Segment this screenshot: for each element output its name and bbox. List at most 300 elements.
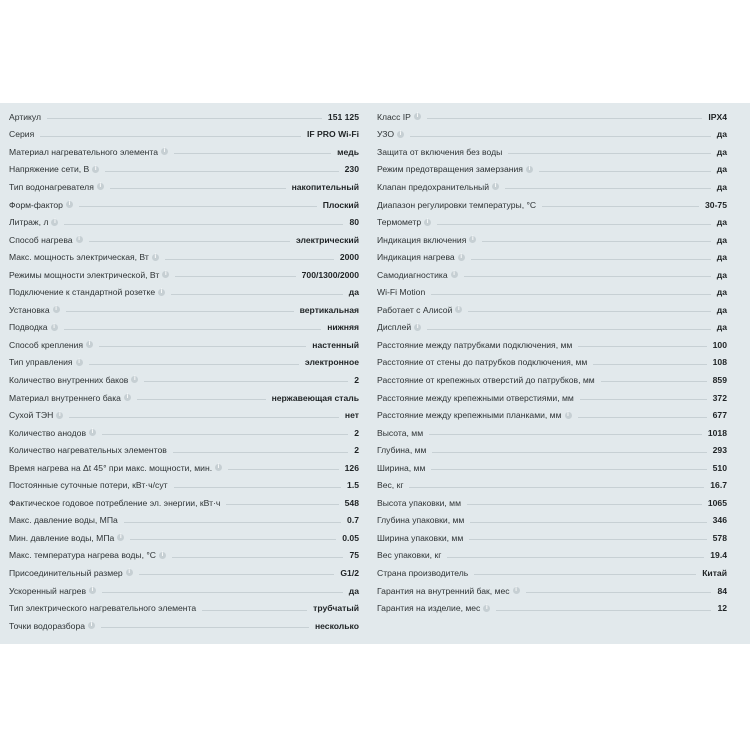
leader-line bbox=[139, 574, 335, 575]
spec-label-text: Макс. давление воды, МПа bbox=[9, 515, 118, 526]
leader-line bbox=[174, 153, 331, 154]
spec-row bbox=[9, 231, 359, 249]
spec-label-text: Количество нагревательных элементов bbox=[9, 445, 167, 456]
info-icon[interactable]: i bbox=[414, 113, 421, 120]
spec-row bbox=[9, 529, 359, 547]
spec-row bbox=[9, 301, 359, 319]
leader-line bbox=[526, 592, 712, 593]
spec-label-text: Клапан предохранительный bbox=[377, 181, 490, 192]
spec-row bbox=[9, 547, 359, 565]
spec-row bbox=[9, 617, 359, 635]
spec-row bbox=[377, 126, 727, 144]
spec-value: 2000 bbox=[339, 252, 359, 263]
spec-row bbox=[9, 213, 359, 231]
spec-row bbox=[9, 143, 359, 161]
info-icon[interactable]: i bbox=[76, 359, 83, 366]
spec-value: 859 bbox=[712, 374, 727, 385]
spec-row bbox=[377, 564, 727, 582]
spec-row bbox=[377, 248, 727, 266]
leader-line bbox=[593, 364, 706, 365]
leader-line bbox=[101, 627, 309, 628]
spec-row bbox=[377, 301, 727, 319]
spec-label-text: Тип электрического нагревательного элемента bbox=[9, 603, 197, 614]
spec-label-text: Количество внутренних баков bbox=[9, 374, 129, 385]
info-icon[interactable]: i bbox=[492, 183, 499, 190]
spec-value: 126 bbox=[344, 462, 359, 473]
spec-value: да bbox=[348, 585, 359, 596]
spec-label bbox=[9, 357, 83, 367]
spec-row bbox=[377, 266, 727, 284]
spec-label-text: Постоянные суточные потери, кВт·ч/сут bbox=[9, 480, 168, 491]
spec-label-text: Расстояние между крепежными отверстиями, мм bbox=[377, 392, 574, 403]
spec-value: 16.7 bbox=[710, 480, 727, 491]
spec-row bbox=[9, 441, 359, 459]
info-icon[interactable]: i bbox=[424, 219, 431, 226]
spec-label bbox=[9, 515, 118, 525]
spec-row bbox=[377, 512, 727, 530]
spec-value: да bbox=[716, 287, 727, 298]
leader-line bbox=[410, 136, 711, 137]
leader-line bbox=[471, 259, 711, 260]
spec-label bbox=[377, 550, 441, 560]
info-icon[interactable]: i bbox=[565, 412, 572, 419]
spec-label bbox=[377, 164, 533, 174]
leader-line bbox=[64, 329, 322, 330]
spec-label-text: Расстояние от стены до патрубков подключения, мм bbox=[377, 357, 588, 368]
info-icon[interactable]: i bbox=[126, 569, 133, 576]
info-icon[interactable]: i bbox=[66, 201, 73, 208]
leader-line bbox=[464, 276, 711, 277]
leader-line bbox=[578, 346, 706, 347]
spec-label-text: Присоединительный размер bbox=[9, 567, 123, 578]
leader-line bbox=[228, 469, 339, 470]
leader-line bbox=[409, 487, 704, 488]
spec-row bbox=[377, 143, 727, 161]
spec-label bbox=[9, 252, 159, 262]
leader-line bbox=[137, 399, 266, 400]
spec-label-text: Защита от включения без воды bbox=[377, 146, 503, 157]
spec-row bbox=[377, 424, 727, 442]
leader-line bbox=[226, 504, 338, 505]
spec-row bbox=[377, 354, 727, 372]
spec-label bbox=[377, 603, 490, 613]
spec-label-text: Дисплей bbox=[377, 322, 412, 333]
spec-label-text: Индикация включения bbox=[377, 234, 467, 245]
spec-row bbox=[9, 564, 359, 582]
spec-label-text: Подводка bbox=[9, 322, 48, 333]
info-icon[interactable]: i bbox=[451, 271, 458, 278]
leader-line bbox=[102, 434, 348, 435]
spec-label bbox=[377, 480, 403, 490]
info-icon[interactable]: i bbox=[56, 412, 63, 419]
spec-label-text: Высота, мм bbox=[377, 427, 424, 438]
spec-row bbox=[9, 108, 359, 126]
leader-line bbox=[508, 153, 710, 154]
spec-value: трубчатый bbox=[313, 603, 359, 614]
spec-value: 1018 bbox=[707, 427, 727, 438]
spec-row bbox=[377, 319, 727, 337]
leader-line bbox=[427, 329, 711, 330]
info-icon[interactable]: i bbox=[458, 254, 465, 261]
spec-value: 100 bbox=[712, 339, 727, 350]
spec-label bbox=[377, 568, 468, 578]
spec-value: электрический bbox=[295, 234, 359, 245]
spec-value: несколько bbox=[314, 620, 359, 631]
info-icon[interactable]: i bbox=[397, 131, 404, 138]
leader-line bbox=[202, 610, 307, 611]
spec-row bbox=[377, 196, 727, 214]
spec-row bbox=[9, 424, 359, 442]
spec-value: 677 bbox=[712, 410, 727, 421]
spec-label bbox=[377, 112, 421, 122]
leader-line bbox=[542, 206, 699, 207]
spec-value: 0.7 bbox=[347, 515, 359, 526]
spec-label-text: Материал нагревательного элемента bbox=[9, 146, 159, 157]
spec-value: вертикальная bbox=[299, 304, 359, 315]
spec-value: да bbox=[716, 217, 727, 228]
spec-row bbox=[9, 512, 359, 530]
spec-label-text: Класс IP bbox=[377, 111, 411, 122]
spec-label-text: Сухой ТЭН bbox=[9, 410, 54, 421]
spec-value: 84 bbox=[717, 585, 727, 596]
info-icon[interactable]: i bbox=[88, 622, 95, 629]
spec-row bbox=[9, 354, 359, 372]
info-icon[interactable]: i bbox=[89, 587, 96, 594]
spec-value: 19.4 bbox=[710, 550, 727, 561]
leader-line bbox=[470, 522, 706, 523]
spec-label-text: Установка bbox=[9, 304, 50, 315]
spec-label bbox=[377, 357, 587, 367]
spec-label-text: Артикул bbox=[9, 111, 42, 122]
spec-label bbox=[377, 217, 431, 227]
spec-label bbox=[9, 410, 63, 420]
spec-label bbox=[377, 270, 458, 280]
spec-row bbox=[377, 178, 727, 196]
spec-row bbox=[377, 283, 727, 301]
spec-row bbox=[9, 494, 359, 512]
spec-label-text: Расстояние от крепежных отверстий до патрубков, мм bbox=[377, 374, 595, 385]
spec-row bbox=[377, 529, 727, 547]
leader-line bbox=[578, 417, 707, 418]
leader-line bbox=[66, 311, 294, 312]
spec-row bbox=[377, 231, 727, 249]
spec-row bbox=[9, 161, 359, 179]
spec-row bbox=[377, 599, 727, 617]
spec-row bbox=[9, 389, 359, 407]
info-icon[interactable]: i bbox=[97, 183, 104, 190]
leader-line bbox=[437, 224, 711, 225]
spec-label bbox=[377, 322, 421, 332]
info-icon[interactable]: i bbox=[162, 271, 169, 278]
leader-line bbox=[99, 346, 306, 347]
spec-value: электронное bbox=[304, 357, 359, 368]
spec-label bbox=[9, 393, 131, 403]
spec-label bbox=[9, 463, 222, 473]
spec-label bbox=[9, 305, 60, 315]
spec-label-text: Вес, кг bbox=[377, 480, 404, 491]
spec-label bbox=[377, 393, 574, 403]
info-icon[interactable]: i bbox=[89, 429, 96, 436]
spec-label-text: Ширина, мм bbox=[377, 462, 426, 473]
spec-label bbox=[9, 270, 169, 280]
spec-label-text: Напряжение сети, В bbox=[9, 164, 90, 175]
spec-label-text: Глубина упаковки, мм bbox=[377, 515, 465, 526]
spec-label bbox=[377, 463, 425, 473]
spec-row bbox=[9, 196, 359, 214]
leader-line bbox=[174, 487, 341, 488]
spec-label bbox=[9, 375, 138, 385]
spec-label bbox=[9, 550, 166, 560]
spec-label bbox=[9, 287, 165, 297]
spec-label-text: Материал внутреннего бака bbox=[9, 392, 121, 403]
leader-line bbox=[467, 504, 702, 505]
info-icon[interactable]: i bbox=[469, 236, 476, 243]
info-icon[interactable]: i bbox=[455, 306, 462, 313]
spec-label-text: Форм-фактор bbox=[9, 199, 63, 210]
leader-line bbox=[468, 311, 710, 312]
spec-value: да bbox=[716, 252, 727, 263]
spec-label-text: Самодиагностика bbox=[377, 269, 448, 280]
spec-value: да bbox=[716, 234, 727, 245]
spec-row bbox=[9, 582, 359, 600]
spec-value: да bbox=[716, 304, 727, 315]
spec-value: 75 bbox=[349, 550, 359, 561]
spec-label bbox=[9, 340, 93, 350]
leader-line bbox=[47, 118, 322, 119]
spec-row bbox=[9, 371, 359, 389]
spec-row bbox=[377, 441, 727, 459]
spec-value: накопительный bbox=[291, 181, 359, 192]
spec-value: 30-75 bbox=[705, 199, 727, 210]
info-icon[interactable]: i bbox=[76, 236, 83, 243]
spec-value: 2 bbox=[354, 374, 359, 385]
spec-label-text: Способ крепления bbox=[9, 339, 84, 350]
spec-value: 108 bbox=[712, 357, 727, 368]
leader-line bbox=[130, 539, 336, 540]
info-icon[interactable]: i bbox=[51, 219, 58, 226]
spec-label-text: Индикация нагрева bbox=[377, 252, 455, 263]
spec-label-text: Количество анодов bbox=[9, 427, 87, 438]
specifications-panel bbox=[0, 103, 750, 644]
info-icon[interactable]: i bbox=[526, 166, 533, 173]
leader-line bbox=[496, 610, 711, 611]
spec-label-text: Точки водоразбора bbox=[9, 620, 86, 631]
spec-label-text: Высота упаковки, мм bbox=[377, 497, 461, 508]
spec-label bbox=[377, 287, 425, 297]
spec-value: нержавеющая сталь bbox=[271, 392, 359, 403]
leader-line bbox=[447, 557, 704, 558]
spec-column-right bbox=[377, 108, 727, 617]
spec-label bbox=[9, 480, 168, 490]
spec-label-text: Макс. температура нагрева воды, °С bbox=[9, 550, 156, 561]
info-icon[interactable]: i bbox=[86, 341, 93, 348]
info-icon[interactable]: i bbox=[53, 306, 60, 313]
info-icon[interactable]: i bbox=[92, 166, 99, 173]
spec-label-text: Расстояние между патрубками подключения, мм bbox=[377, 339, 573, 350]
spec-row bbox=[377, 476, 727, 494]
spec-label bbox=[377, 533, 463, 543]
info-icon[interactable]: i bbox=[483, 605, 490, 612]
spec-label-text: Расстояние между крепежными планками, мм bbox=[377, 410, 562, 421]
spec-label-text: Способ нагрева bbox=[9, 234, 73, 245]
leader-line bbox=[69, 417, 339, 418]
spec-value: 700/1300/2000 bbox=[301, 269, 359, 280]
spec-value: да bbox=[716, 181, 727, 192]
spec-label bbox=[9, 129, 34, 139]
spec-row bbox=[377, 494, 727, 512]
spec-row bbox=[377, 108, 727, 126]
spec-label bbox=[377, 129, 404, 139]
info-icon[interactable]: i bbox=[161, 148, 168, 155]
spec-label bbox=[377, 498, 461, 508]
spec-label bbox=[9, 533, 124, 543]
spec-label bbox=[9, 112, 41, 122]
info-icon[interactable]: i bbox=[131, 376, 138, 383]
spec-row bbox=[9, 126, 359, 144]
spec-value: нет bbox=[344, 410, 359, 421]
spec-value: 1.5 bbox=[347, 480, 359, 491]
leader-line bbox=[124, 522, 341, 523]
leader-line bbox=[601, 381, 707, 382]
spec-value: 0.05 bbox=[342, 532, 359, 543]
leader-line bbox=[171, 294, 343, 295]
spec-label bbox=[9, 322, 58, 332]
spec-label-text: Режимы мощности электрической, Вт bbox=[9, 269, 160, 280]
spec-value: да bbox=[348, 287, 359, 298]
spec-label bbox=[377, 340, 572, 350]
spec-label-text: Тип управления bbox=[9, 357, 73, 368]
spec-label-text: Термометр bbox=[377, 217, 422, 228]
info-icon[interactable]: i bbox=[159, 552, 166, 559]
spec-row bbox=[377, 547, 727, 565]
spec-label-text: Фактическое годовое потребление эл. энергии, кВт·ч bbox=[9, 497, 221, 508]
leader-line bbox=[474, 574, 696, 575]
info-icon[interactable]: i bbox=[158, 289, 165, 296]
spec-label-text: Литраж, л bbox=[9, 217, 49, 228]
spec-value: нижняя bbox=[327, 322, 359, 333]
info-icon[interactable]: i bbox=[414, 324, 421, 331]
spec-label-text: Работает с Алисой bbox=[377, 304, 453, 315]
leader-line bbox=[429, 434, 702, 435]
info-icon[interactable]: i bbox=[215, 464, 222, 471]
spec-label bbox=[9, 603, 196, 613]
spec-label bbox=[9, 217, 58, 227]
leader-line bbox=[505, 188, 711, 189]
spec-label bbox=[377, 305, 462, 315]
spec-value: да bbox=[716, 269, 727, 280]
leader-line bbox=[89, 241, 290, 242]
spec-label bbox=[9, 498, 220, 508]
spec-label bbox=[377, 410, 572, 420]
info-icon[interactable]: i bbox=[117, 534, 124, 541]
spec-value: 578 bbox=[712, 532, 727, 543]
leader-line bbox=[64, 224, 343, 225]
info-icon[interactable]: i bbox=[51, 324, 58, 331]
spec-label bbox=[9, 200, 73, 210]
spec-label-text: Гарантия на внутренний бак, мес bbox=[377, 585, 510, 596]
spec-value: 293 bbox=[712, 445, 727, 456]
spec-label-text: Ширина упаковки, мм bbox=[377, 532, 464, 543]
info-icon[interactable]: i bbox=[513, 587, 520, 594]
spec-label-text: Режим предотвращения замерзания bbox=[377, 164, 523, 175]
spec-value: Плоский bbox=[322, 199, 359, 210]
spec-label bbox=[377, 147, 502, 157]
spec-label-text: Тип водонагревателя bbox=[9, 181, 94, 192]
spec-value: да bbox=[716, 129, 727, 140]
leader-line bbox=[175, 276, 295, 277]
spec-row bbox=[9, 476, 359, 494]
info-icon[interactable]: i bbox=[152, 254, 159, 261]
spec-label-text: Вес упаковки, кг bbox=[377, 550, 442, 561]
spec-label-text: Серия bbox=[9, 129, 35, 140]
spec-value: 12 bbox=[717, 603, 727, 614]
spec-label-text: Макс. мощность электрическая, Вт bbox=[9, 252, 149, 263]
spec-value: да bbox=[716, 146, 727, 157]
spec-label-text: Гарантия на изделие, мес bbox=[377, 603, 481, 614]
spec-value: 2 bbox=[354, 445, 359, 456]
spec-label bbox=[377, 375, 595, 385]
spec-row bbox=[377, 582, 727, 600]
spec-value: 230 bbox=[344, 164, 359, 175]
spec-value: 510 bbox=[712, 462, 727, 473]
spec-value: 548 bbox=[344, 497, 359, 508]
spec-label bbox=[377, 515, 464, 525]
spec-label bbox=[9, 621, 95, 631]
spec-value: 151 125 bbox=[327, 111, 359, 122]
spec-label-text: Мин. давление воды, МПа bbox=[9, 532, 115, 543]
leader-line bbox=[79, 206, 317, 207]
leader-line bbox=[89, 364, 299, 365]
spec-label bbox=[377, 252, 465, 262]
spec-label bbox=[9, 428, 96, 438]
spec-row bbox=[9, 248, 359, 266]
spec-label-text: Время нагрева на Δt 45° при макс. мощности, мин. bbox=[9, 462, 213, 473]
spec-row bbox=[9, 336, 359, 354]
spec-label bbox=[9, 445, 167, 455]
leader-line bbox=[482, 241, 710, 242]
spec-label bbox=[377, 428, 423, 438]
spec-label-text: Ускоренный нагрев bbox=[9, 585, 87, 596]
spec-row bbox=[377, 336, 727, 354]
leader-line bbox=[110, 188, 286, 189]
spec-value: медь bbox=[337, 146, 359, 157]
leader-line bbox=[172, 557, 343, 558]
spec-label-text: Подключение к стандартной розетке bbox=[9, 287, 156, 298]
spec-label bbox=[377, 182, 499, 192]
spec-row bbox=[377, 406, 727, 424]
leader-line bbox=[431, 469, 706, 470]
spec-value: 2 bbox=[354, 427, 359, 438]
leader-line bbox=[105, 171, 338, 172]
spec-row bbox=[377, 213, 727, 231]
spec-label-text: УЗО bbox=[377, 129, 395, 140]
leader-line bbox=[165, 259, 334, 260]
spec-label bbox=[9, 235, 83, 245]
leader-line bbox=[102, 592, 343, 593]
leader-line bbox=[539, 171, 711, 172]
spec-value: IF PRO Wi-Fi bbox=[307, 129, 359, 140]
spec-row bbox=[9, 406, 359, 424]
spec-value: да bbox=[716, 164, 727, 175]
spec-value: 80 bbox=[349, 217, 359, 228]
info-icon[interactable]: i bbox=[124, 394, 131, 401]
spec-label bbox=[9, 164, 99, 174]
spec-label-text: Глубина, мм bbox=[377, 445, 427, 456]
spec-label bbox=[9, 586, 96, 596]
spec-value: G1/2 bbox=[340, 567, 359, 578]
spec-row bbox=[9, 266, 359, 284]
spec-row bbox=[9, 319, 359, 337]
